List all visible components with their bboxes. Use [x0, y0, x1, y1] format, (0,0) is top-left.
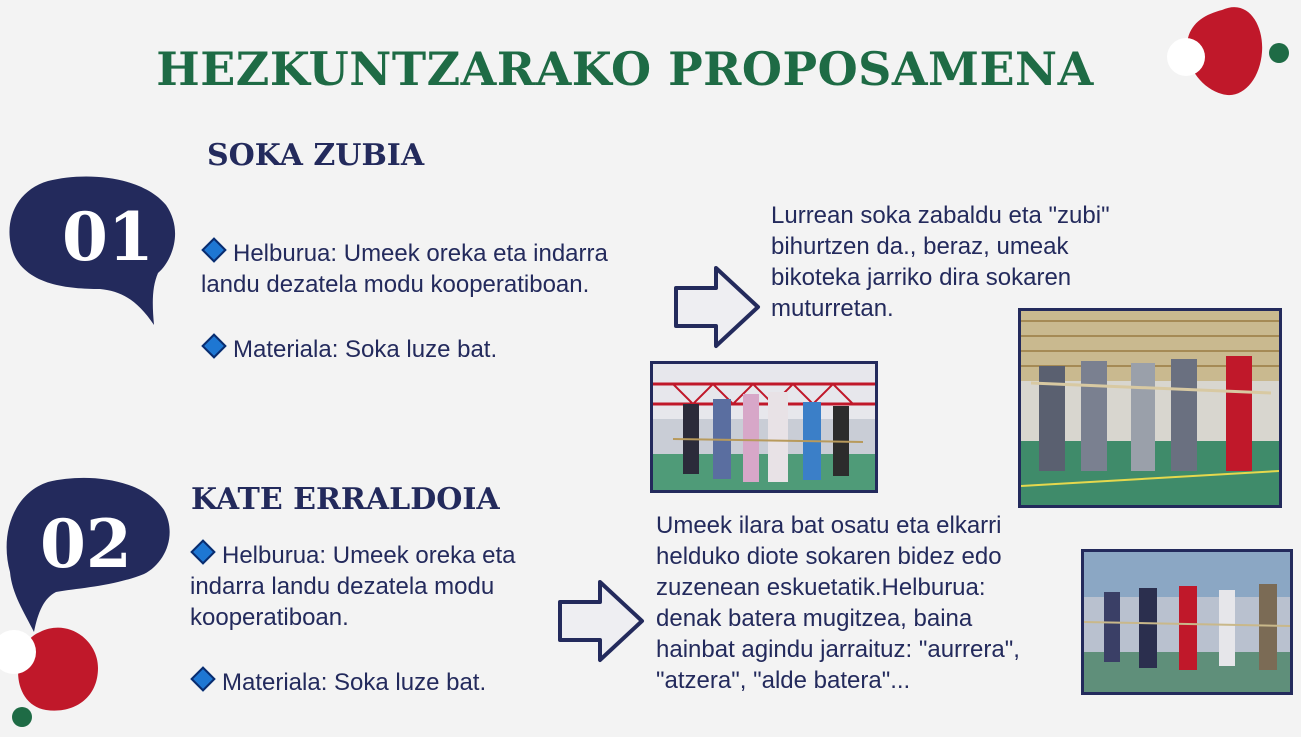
- diamond-bullet-icon: [201, 237, 226, 262]
- section-1-goal: Helburua: Umeek oreka eta indarra landu dezatela modu kooperatiboan.: [201, 238, 661, 300]
- diamond-bullet-icon: [190, 666, 215, 691]
- section-2-number: 02: [40, 505, 132, 583]
- page-title: HEZKUNTZARAKO PROPOSAMENA: [156, 42, 1094, 96]
- section-2-material: Materiala: Soka luze bat.: [190, 667, 560, 698]
- section-2-photo: [1081, 549, 1293, 695]
- section-2-goal: Helburua: Umeek oreka eta indarra landu dezatela modu kooperatiboan.: [190, 540, 560, 633]
- section-1-photo-large: [1018, 308, 1282, 508]
- section-2-heading: KATE ERRALDOIA: [191, 482, 500, 517]
- section-1-photo-small: [650, 361, 878, 493]
- diamond-bullet-icon: [190, 539, 215, 564]
- section-1-material: Materiala: Soka luze bat.: [201, 334, 661, 365]
- diamond-bullet-icon: [201, 333, 226, 358]
- arrow-right-icon: [556, 578, 648, 664]
- arrow-right-icon: [672, 264, 764, 350]
- section-1-description: Lurrean soka zabaldu eta "zubi" bihurtzen da., beraz, umeak bikoteka jarriko dira sokaren muturretan.: [771, 202, 1110, 322]
- section-2-description: Umeek ilara bat osatu eta elkarri helduko diote sokaren bidez edo zuzenean eskuetatik.Helburua: denak batera mugitzea, baina hainbat agindu jarraituz: "aurrera", "atzera", "alde batera"...: [656, 512, 1020, 694]
- section-1-number: 01: [62, 198, 154, 276]
- section-1-heading: SOKA ZUBIA: [207, 138, 425, 173]
